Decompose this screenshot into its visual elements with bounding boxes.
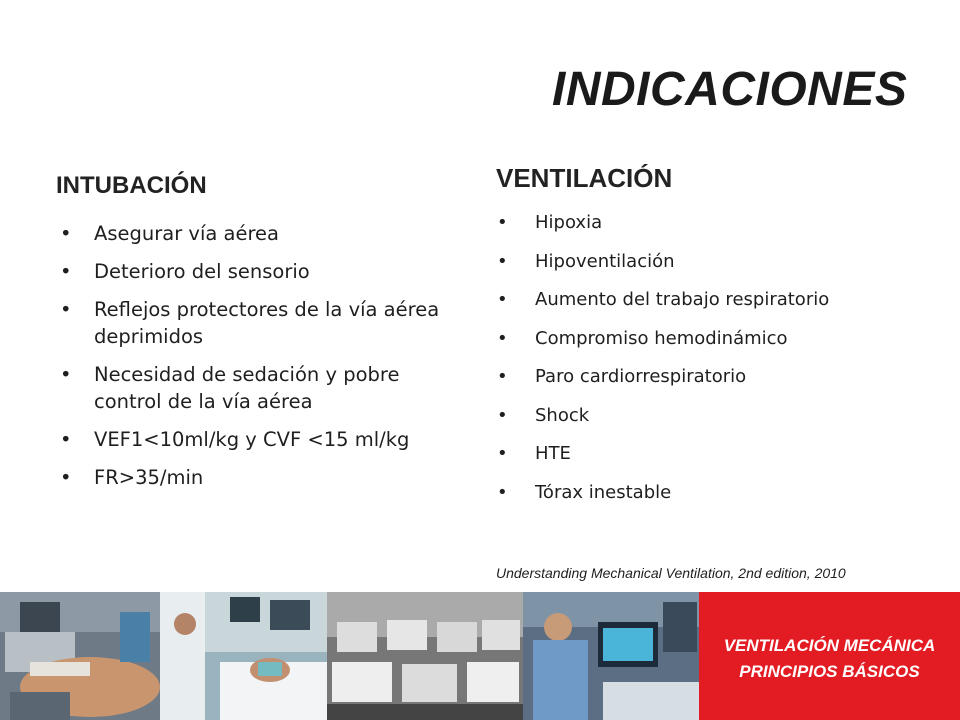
list-item: • Deterioro del sensorio	[60, 258, 460, 285]
photo-strip	[0, 592, 699, 720]
icu-patient-photo	[0, 592, 160, 720]
list-item: • Hipoxia	[497, 211, 937, 235]
intubation-heading: INTUBACIÓN	[56, 172, 207, 199]
list-item: • FR>35/min	[60, 464, 460, 491]
list-item: • Compromiso hemodinámico	[497, 327, 937, 351]
list-item: • Reflejos protectores de la vía aérea deprimidos	[60, 296, 460, 350]
ventilation-heading: VENTILACIÓN	[496, 163, 673, 193]
ventilated-patient-photo	[160, 592, 327, 720]
clinician-ventilator-photo	[523, 592, 699, 720]
list-item: • Aumento del trabajo respiratorio	[497, 288, 937, 312]
citation: Understanding Mechanical Ventilation, 2nd edition, 2010	[496, 565, 846, 581]
list-item: • Tórax inestable	[497, 481, 937, 505]
slide-title: INDICACIONES	[552, 63, 908, 116]
list-item: • HTE	[497, 442, 937, 466]
list-item: • Asegurar vía aérea	[60, 220, 460, 247]
iron-lung-ward-photo	[327, 592, 523, 720]
ventilation-list	[497, 211, 937, 519]
list-item: • Necesidad de sedación y pobre control de la vía aérea	[60, 361, 460, 415]
list-item: • VEF1<10ml/kg y CVF <15 ml/kg	[60, 426, 460, 453]
list-item: • Paro cardiorrespiratorio	[497, 365, 937, 389]
list-item: • Shock	[497, 404, 937, 428]
footer-title-line1: VENTILACIÓN MECÁNICA	[723, 636, 936, 655]
footer-brand-box	[699, 592, 960, 720]
intubation-list	[60, 220, 460, 502]
footer-title-line2: PRINCIPIOS BÁSICOS	[739, 662, 920, 681]
list-item: • Hipoventilación	[497, 250, 937, 274]
